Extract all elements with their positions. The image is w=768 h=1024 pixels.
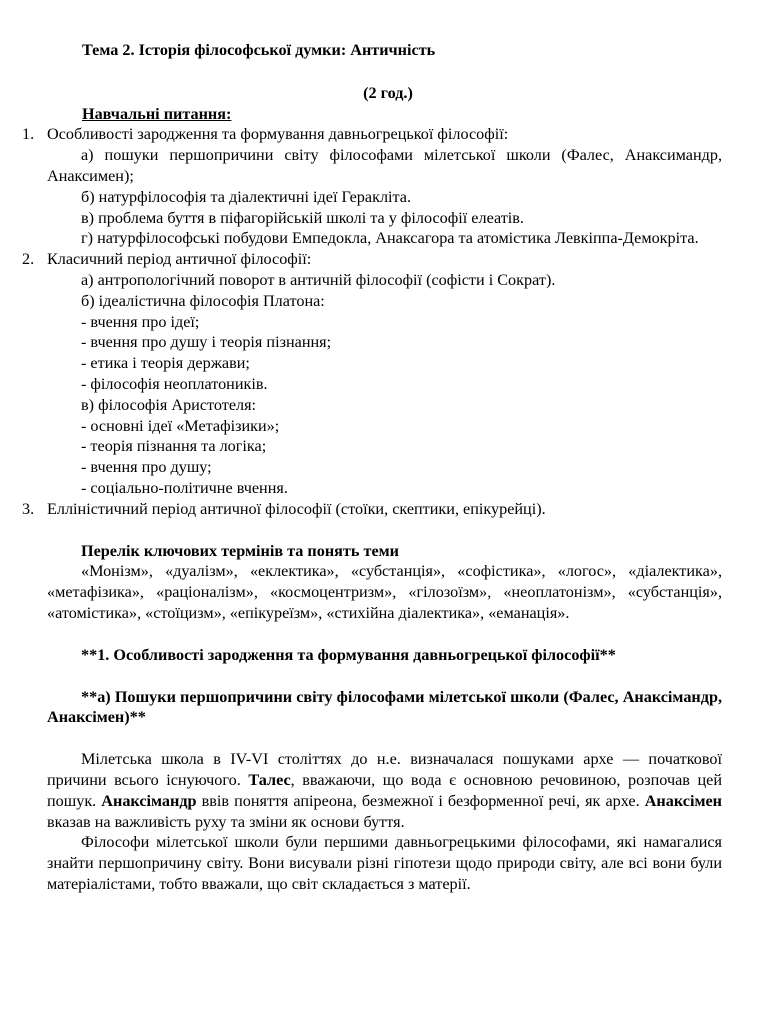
subsection-heading: **а) Пошуки першопричини світу філософами мілетської школи (Фалес, Анаксімандр, Анаксімен)**: [47, 687, 722, 727]
sub-item: - основні ідеї «Метафізики»;: [81, 416, 280, 435]
para-text: вказав на важливість руху та зміни як основи буття.: [47, 812, 405, 831]
sub-item: а) пошуки першопричини світу філософами мілетської школи (Фалес, Анаксимандр, Анаксимен);: [47, 146, 722, 185]
spacer: [22, 520, 722, 541]
sub-item: г) натурфілософські побудови Емпедокла, Анаксагора та атомістика Левкіппа-Демокріта.: [81, 229, 699, 248]
question-item: [22, 499, 722, 520]
para-text: Мілетська школа в IV-VI століттях до н.е. визначалася пошуками архе — початкової причини всього існуючого.: [47, 750, 722, 789]
sub-item: б) натурфілософія та діалектичні ідеї Геракліта.: [81, 187, 412, 206]
question-number: 2.: [22, 250, 35, 269]
philosopher-name: Талес: [248, 770, 291, 789]
section-heading: **1. Особливості зародження та формування давньогрецької філософії**: [81, 645, 616, 664]
sub-item: - соціально-політичне вчення.: [81, 478, 288, 497]
spacer: [22, 728, 722, 749]
question-text: Особливості зародження та формування давньогрецької філософії:: [47, 125, 509, 144]
sub-item: - вчення про ідеї;: [81, 312, 200, 331]
question-item: [22, 124, 722, 249]
sub-item: а) антропологічний поворот в античній філософії (софісти і Сократ).: [81, 270, 556, 289]
question-item: [22, 249, 722, 499]
hours-label: (2 год.): [363, 83, 413, 102]
philosopher-name: Анаксімен: [644, 791, 722, 810]
philosopher-name: Анаксімандр: [101, 791, 197, 810]
question-number: 1.: [22, 125, 35, 144]
terms-heading: Перелік ключових термінів та понять теми: [81, 541, 399, 560]
question-text: Класичний період античної філософії:: [47, 250, 312, 269]
page-title: Тема 2. Історія філософської думки: Античність: [82, 41, 436, 59]
body-paragraph: Філософи мілетської школи були першими давньогрецькими філософами, які намагалися знайти першопричину світу. Вони висували різні гіпотези щодо природи світу, але всі вони були матеріалістами, тобто вважали, що світ складається з матерії.: [47, 833, 722, 893]
spacer: [22, 624, 722, 645]
spacer: [22, 666, 722, 687]
question-number: 3.: [22, 499, 35, 518]
para-text: , вважаючи, що вода є основною речовиною, розпочав цей пошук.: [47, 770, 722, 810]
sub-item: - вчення про душу;: [81, 458, 212, 477]
document-page: [22, 40, 722, 895]
sub-item: в) філософія Аристотеля:: [81, 395, 257, 414]
sub-item: - теорія пізнання та логіка;: [81, 437, 267, 456]
question-text: Елліністичний період античної філософії (стоїки, скептики, епікурейці).: [47, 499, 546, 518]
terms-paragraph: «Монізм», «дуалізм», «еклектика», «субстанція», «софістика», «логос», «діалектика», «метафізика», «раціоналізм», «космоцентризм», «гілозоїзм», «неоплатонізм», «субстанція», «атомістика», «стоїцизм», «епікуреїзм», «стихійна діалектика», «еманація».: [47, 562, 722, 622]
questions-list: [22, 124, 722, 519]
body-paragraph: [47, 749, 722, 832]
para-text: ввів поняття апіреона, безмежної і безформенної речі, як архе.: [196, 791, 645, 810]
sub-item: - вчення про душу і теорія пізнання;: [81, 333, 332, 352]
sub-item: б) ідеалістична філософія Платона:: [81, 291, 325, 310]
sub-item: - етика і теорія держави;: [81, 354, 250, 373]
sub-item: в) проблема буття в піфагорійській школі та у філософії елеатів.: [81, 208, 524, 227]
questions-heading: Навчальні питання:: [82, 104, 232, 123]
sub-item: - філософія неоплатоників.: [81, 374, 268, 393]
